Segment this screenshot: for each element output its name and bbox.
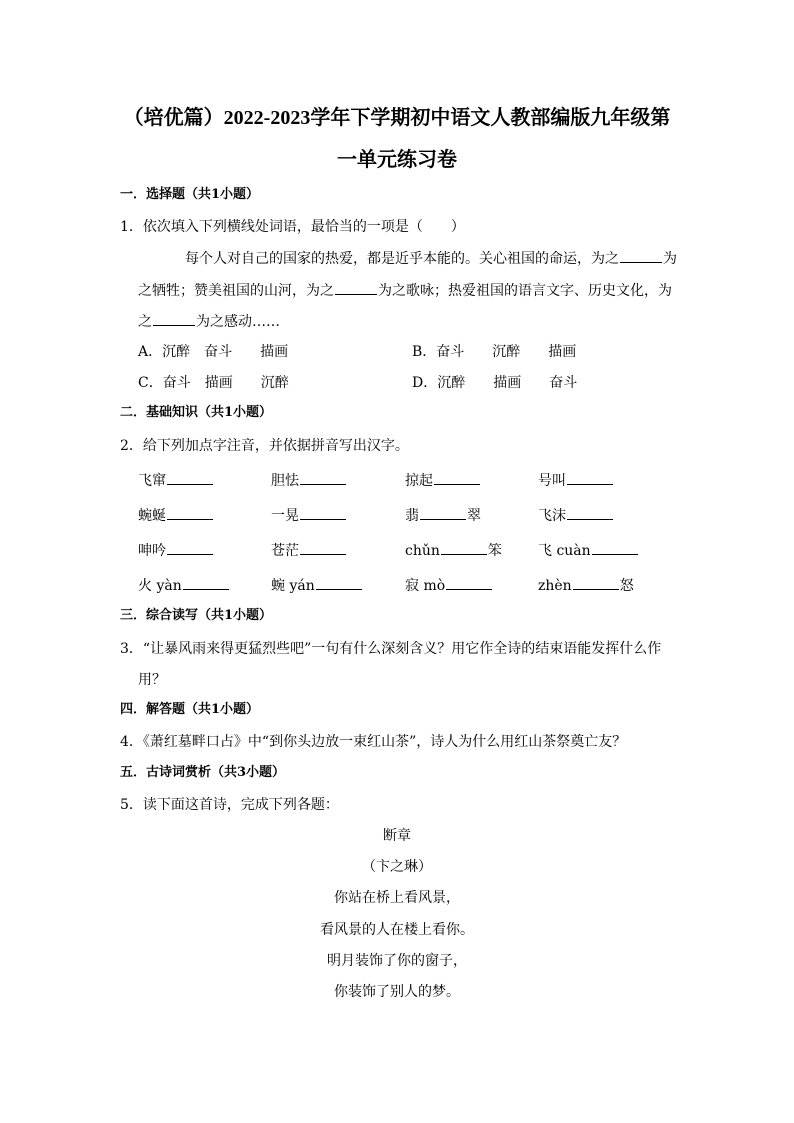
item-text: 呻吟 [138, 543, 166, 559]
pinyin-item [538, 505, 614, 526]
q1-passage-text: 为之歌咏；热爱祖国的语言文字、历史文化，为 [378, 283, 672, 299]
item-text: 笨 [487, 543, 502, 559]
pinyin-item [271, 470, 347, 491]
pinyin-item [138, 505, 214, 526]
section-heading-2: 二．基础知识（共1小题） [120, 405, 273, 420]
answer-blank [567, 505, 613, 520]
item-text: 翠 [467, 508, 481, 524]
item-text: 苍茫 [271, 543, 299, 559]
pinyin-item [271, 505, 347, 526]
pinyin-item [405, 470, 481, 491]
section-heading-4: 四．解答题（共1小题） [120, 702, 260, 717]
item-text: 怒 [619, 578, 634, 594]
q1-passage-line1 [185, 248, 677, 269]
fill-blank-3 [153, 311, 195, 326]
doc-title-line2: 一单元练习卷 [337, 149, 457, 171]
item-text: 一晃 [271, 508, 299, 524]
item-text: 寂 mò [405, 578, 446, 594]
answer-blank [300, 540, 346, 555]
pinyin-item [405, 540, 502, 561]
answer-blank [183, 575, 229, 590]
answer-blank [167, 540, 213, 555]
q1-passage-text: 之牺牲；赞美祖国的山河，为之 [138, 283, 334, 299]
pinyin-item [405, 505, 481, 526]
item-text: chǔn [405, 543, 440, 559]
q5-stem: 5．读下面这首诗，完成下列各题： [120, 797, 339, 813]
q1-option-d: D．沉醉 描画 奋斗 [412, 375, 578, 391]
poem-title: 断章 [383, 828, 411, 844]
q1-passage-line2 [138, 280, 672, 301]
q1-option-a: A．沉醉 奋斗 描画 [138, 344, 289, 360]
answer-blank [434, 470, 480, 485]
poem-line: 你站在桥上看风景， [334, 890, 460, 906]
item-text: 飞 cuàn [538, 543, 591, 559]
answer-blank [300, 470, 346, 485]
pinyin-item [271, 575, 363, 596]
answer-blank [441, 540, 487, 555]
q1-passage-text: 为 [663, 251, 677, 267]
answer-blank [567, 470, 613, 485]
section-heading-3: 三．综合读写（共1小题） [120, 608, 273, 623]
pinyin-item [138, 470, 214, 491]
q1-passage-text: 每个人对自己的国家的热爱，都是近乎本能的。关心祖国的命运，为之 [185, 251, 619, 267]
q3-line1: 3．“让暴风雨来得更猛烈些吧”一句有什么深刻含义？用它作全诗的结束语能发挥什么作 [120, 641, 662, 657]
answer-blank [316, 575, 362, 590]
q1-passage-text: 之 [138, 314, 152, 330]
answer-blank [300, 505, 346, 520]
item-text: 蜿蜒 [138, 508, 166, 524]
item-text: 飞窜 [138, 473, 166, 489]
q1-passage-line3 [138, 311, 280, 332]
poem-line: 看风景的人在楼上看你。 [320, 922, 474, 938]
item-text: zhèn [538, 578, 572, 594]
pinyin-item [138, 575, 230, 596]
answer-blank [592, 540, 638, 555]
pinyin-item [271, 540, 347, 561]
section-heading-1: 一．选择题（共1小题） [120, 187, 260, 202]
q3-line2: 用？ [138, 672, 166, 688]
answer-blank [167, 505, 213, 520]
pinyin-item [538, 470, 614, 491]
fill-blank-1 [620, 248, 662, 263]
fill-blank-2 [335, 280, 377, 295]
q2-stem: 2．给下列加点字注音，并依据拼音写出汉字。 [120, 438, 409, 454]
poem-line: 明月装饰了你的窗子， [327, 953, 467, 969]
q1-passage-text: 为之感动…… [196, 314, 280, 330]
doc-title-line1: （培优篇）2022-2023学年下学期初中语文人教部编版九年级第 [123, 107, 671, 129]
answer-blank [573, 575, 619, 590]
answer-blank [446, 575, 492, 590]
item-text: 胆怯 [271, 473, 299, 489]
item-text: 掠起 [405, 473, 433, 489]
item-text: 飞沫 [538, 508, 566, 524]
pinyin-item [405, 575, 493, 596]
answer-blank [420, 505, 466, 520]
item-text: 蜿 yán [271, 578, 315, 594]
pinyin-item [138, 540, 214, 561]
item-text: 号叫 [538, 473, 566, 489]
q1-option-b: B．奋斗 沉醉 描画 [412, 344, 577, 360]
pinyin-item [538, 575, 634, 596]
item-text: 翡 [405, 508, 419, 524]
poem-line: 你装饰了别人的梦。 [334, 984, 460, 1000]
item-text: 火 yàn [138, 578, 182, 594]
q1-stem: 1．依次填入下列横线处词语，最恰当的一项是（ ） [120, 219, 465, 235]
section-heading-5: 五．古诗词赏析（共3小题） [120, 765, 286, 780]
q4-line1: 4．《萧红墓畔口占》中“到你头边放一束红山茶”，诗人为什么用红山茶祭奠亡友？ [120, 734, 627, 750]
pinyin-item [538, 540, 639, 561]
answer-blank [167, 470, 213, 485]
q1-option-c: C．奋斗 描画 沉醉 [138, 375, 289, 391]
poem-author: （卞之琳） [362, 859, 432, 875]
